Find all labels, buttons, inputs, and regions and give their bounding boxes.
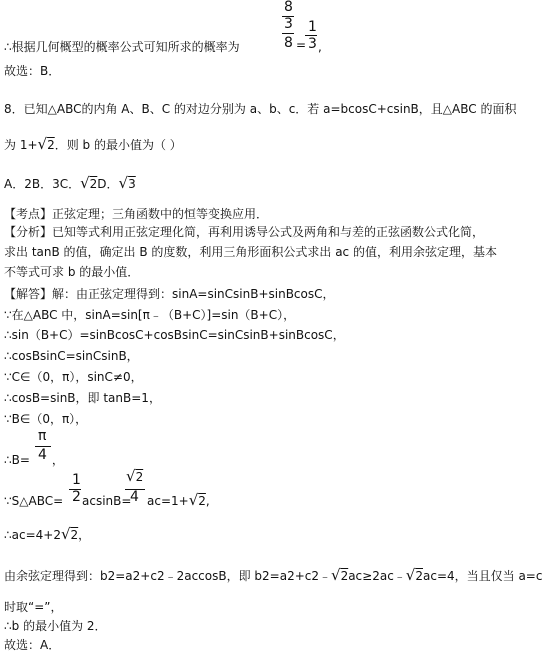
ac-line-post: ，	[78, 528, 91, 542]
min-b-line: ∴b 的最小值为 2．	[4, 619, 107, 633]
sqrt-radicand: 2	[70, 528, 79, 542]
solution-line-6: ∴cosB=sinB，即 tanB=1，	[4, 391, 161, 405]
four-denominator: 4	[130, 489, 139, 505]
question-suffix: ．则 b 的最小值为（ ）	[54, 138, 182, 152]
fraction-denominator-8: 8	[284, 35, 293, 51]
solution-line-4: ∴cosBsinC=sinCsinB，	[4, 349, 139, 363]
four-denominator: 4	[38, 447, 47, 463]
sqrt-sign: √	[188, 491, 199, 509]
options-line	[4, 175, 136, 192]
question-prefix: 为 1+	[4, 138, 38, 152]
half-denominator: 2	[72, 489, 81, 505]
sqrt-radicand: 3	[128, 177, 136, 191]
cosine-part-2: ac≥2ac﹣	[348, 569, 406, 583]
equality-condition-line: 时取“=”，	[4, 600, 63, 614]
answer-line: 故选：A．	[4, 638, 61, 652]
ac-equals: ac=1+	[147, 494, 189, 508]
cosine-part-1: 由余弦定理得到：b2=a2+c2﹣2accosB，即 b2=a2+c2﹣	[4, 569, 331, 583]
sqrt-radicand: 2	[47, 138, 55, 152]
kaodian-line: 【考点】正弦定理；三角函数中的恒等变换应用．	[4, 207, 269, 221]
fenxi-line-3: 不等式可求 b 的最小值．	[4, 265, 140, 279]
fraction-numerator-8: 8	[284, 0, 293, 15]
sqrt-sign: √	[37, 135, 48, 153]
ac-line-pre: ∴ac=4+2	[4, 528, 61, 542]
solution-line-1: 【解答】解：由正弦定理得到：sinA=sinCsinB+sinBcosC，	[4, 287, 335, 301]
solution-line-5: ∵C∈（0，π），sinC≠0，	[4, 370, 143, 384]
solution-line-2: ∵在△ABC 中，sinA=sin[π﹣（B+C）]=sin（B+C），	[4, 308, 296, 322]
area-line-mid: acsinB=	[82, 494, 132, 508]
fenxi-line-2: 求出 tanB 的值，确定出 B 的度数，利用三角形面积公式求出 ac 的值，利用余弦定理，基本	[4, 245, 497, 259]
pi-numerator: π	[38, 428, 47, 444]
fraction-bar	[282, 33, 294, 34]
ac-line	[4, 526, 90, 543]
intro-line-1: ∴根据几何概型的概率公式可知所求的概率为	[4, 40, 240, 54]
b-tail: ，	[51, 453, 64, 467]
result-comma: ,	[318, 40, 322, 54]
cosine-line	[4, 567, 542, 584]
sqrt-radicand: 2	[198, 494, 206, 508]
sqrt-radicand: 2	[135, 470, 144, 484]
question-line-1: 8．已知△ABC的内角 A、B、C 的对边分别为 a、b、c．若 a=bcosC+csinB，且△ABC 的面积	[4, 102, 517, 116]
sqrt-sign: √	[405, 566, 416, 584]
option-d-label: D．	[97, 177, 119, 191]
sqrt-radicand: 2	[89, 177, 98, 191]
intro-line-2: 故选：B．	[4, 64, 61, 78]
sqrt-radicand: 2	[340, 569, 349, 583]
sqrt2-numerator	[126, 469, 143, 484]
sqrt-radicand: 2	[415, 569, 423, 583]
area-line-left: ∵S△ABC=	[4, 494, 64, 508]
sqrt-sign: √	[80, 174, 90, 192]
b-equals-line	[4, 452, 64, 468]
sqrt-sign: √	[118, 174, 129, 192]
result-numerator: 1	[308, 19, 317, 35]
half-numerator: 1	[72, 472, 81, 488]
fraction-middle-3: 3	[284, 16, 293, 32]
sqrt-sign: √	[331, 566, 341, 584]
sqrt-sign: √	[60, 525, 71, 543]
equals-sign: =	[296, 38, 307, 52]
area-tail: ,	[205, 494, 210, 508]
fenxi-line-1: 【分析】已知等式利用正弦定理化简，再利用诱导公式及两角和与差的正弦函数公式化简，	[4, 225, 485, 239]
question-line-2	[4, 136, 182, 153]
area-line-right	[147, 493, 210, 508]
result-denominator: 3	[308, 36, 317, 52]
solution-line-7: ∵B∈（0，π），	[4, 412, 88, 426]
b-equals: ∴B=	[4, 453, 30, 467]
solution-line-3: ∴sin（B+C）=sinBcosC+cosBsinC=sinCsinB+sinBcosC，	[4, 328, 345, 342]
options-prefix: A．2B．3C．	[4, 177, 81, 191]
sqrt-sign: √	[126, 467, 136, 485]
cosine-part-3: ac=4，当且仅当 a=c	[423, 569, 543, 583]
